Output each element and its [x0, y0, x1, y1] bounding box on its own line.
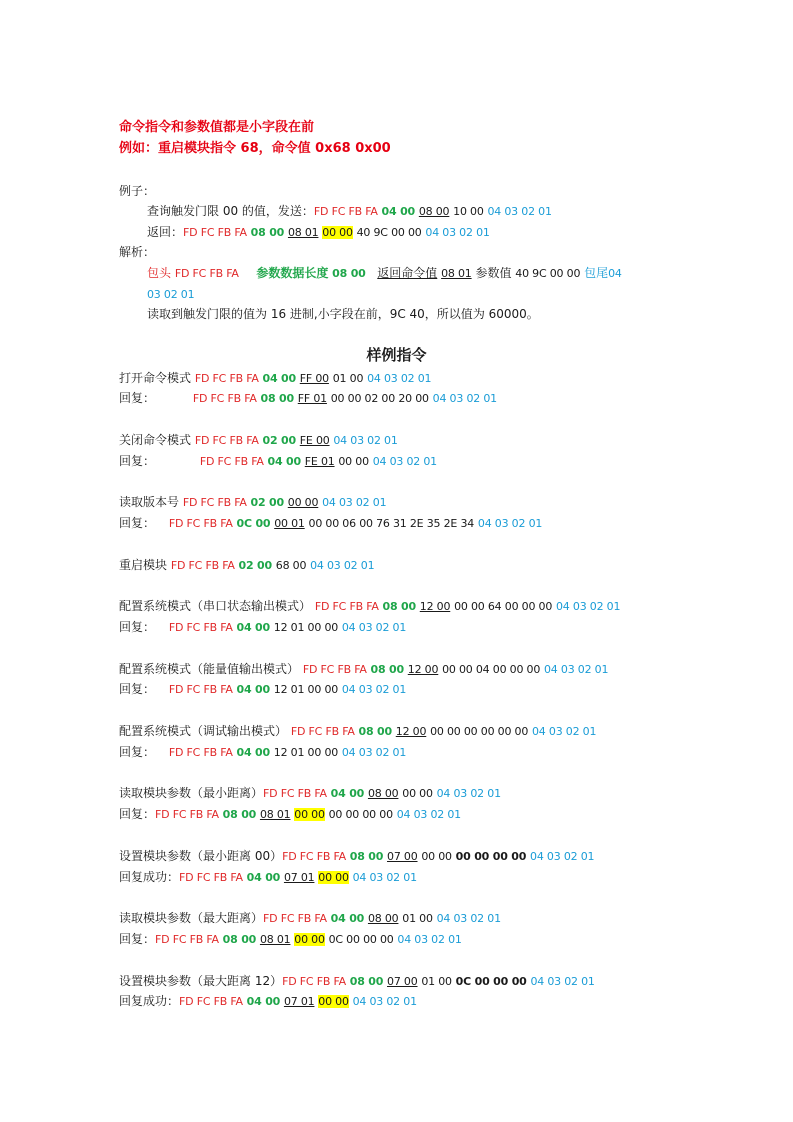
hex-status: 00 00 [294, 933, 325, 946]
parse-value-label: 参数值 [475, 266, 512, 280]
hex-head: FD FC FB FA [199, 455, 264, 468]
hex-head: FD FC FB FA [168, 746, 233, 759]
parse-line-wrap [147, 286, 194, 303]
hex-length: 04 00 [262, 372, 296, 385]
reply-label: 回复： [119, 391, 156, 405]
sample-reply-line [119, 806, 461, 823]
hex-command: FE 00 [299, 434, 330, 447]
hex-command: 00 00 [287, 496, 319, 509]
reply-label: 回复： [119, 682, 156, 696]
hex-length: 08 00 [250, 226, 285, 239]
hex-value: 00 00 00 00 [455, 850, 527, 863]
hex-head: FD FC FB FA [179, 995, 243, 1008]
hex-tail: 04 03 02 01 [352, 995, 417, 1008]
hex-head: FD FC FB FA [314, 600, 379, 613]
sample-label: 配置系统模式（串口状态输出模式） [119, 599, 312, 613]
sample-command-line [119, 598, 620, 615]
hex-data: 40 9C 00 00 [356, 226, 422, 239]
reply-label: 回复： [119, 745, 156, 759]
reply-label: 回复： [119, 807, 156, 821]
hex-command: 08 01 [259, 808, 291, 821]
sample-label: 配置系统模式（能量值输出模式） [119, 662, 300, 676]
hex-tail: 03 02 01 [147, 288, 195, 301]
hex-command: 08 00 [418, 205, 450, 218]
sample-command-line [119, 723, 596, 740]
hex-data: 00 00 64 00 00 00 [454, 600, 553, 613]
sample-reply-line [119, 390, 497, 407]
hex-head: FD FC FB FA [302, 663, 367, 676]
sample-reply-line [119, 993, 417, 1010]
sample-title: 样例指令 [366, 346, 427, 364]
sample-label: 读取版本号 [119, 495, 180, 509]
hex-length: 08 00 [222, 808, 257, 821]
hex-data: 00 00 00 00 00 00 [430, 725, 529, 738]
hex-tail: 04 03 02 01 [372, 455, 437, 468]
sample-reply-line [119, 744, 406, 761]
hex-length: 0C 00 [236, 517, 271, 530]
hex-command: 08 00 [367, 912, 399, 925]
sample-command-line [119, 370, 431, 387]
note-line-1: 命令指令和参数值都是小字段在前 [119, 120, 315, 135]
hex-length: 08 00 [332, 267, 366, 280]
hex-data: 00 00 00 00 [328, 808, 393, 821]
hex-status: 00 00 [294, 808, 325, 821]
hex-head: FD FC FB FA [170, 559, 235, 572]
hex-command: 08 01 [441, 267, 472, 280]
sample-label: 配置系统模式（调试输出模式） [119, 724, 288, 738]
hex-head: FD FC FB FA [179, 871, 243, 884]
hex-head: FD FC FB FA [183, 226, 247, 239]
reply-label: 回复： [119, 454, 156, 468]
parse-length-label: 参数数据长度 [256, 266, 329, 280]
reply-label: 回复： [119, 516, 156, 530]
hex-length: 04 00 [236, 621, 270, 634]
hex-command: 08 00 [367, 787, 399, 800]
hex-tail: 04 03 02 01 [341, 683, 407, 696]
hex-command: 00 01 [274, 517, 305, 530]
hex-data: 12 01 00 00 [273, 683, 339, 696]
sample-label: 读取模块参数（最小距离） [119, 786, 264, 800]
hex-data: 00 00 04 00 00 00 [442, 663, 541, 676]
hex-head: FD FC FB FA [263, 912, 327, 925]
hex-tail: 04 03 02 01 [436, 787, 501, 800]
reply-label: 回复： [119, 620, 156, 634]
parse-label: 解析： [119, 245, 156, 259]
hex-command: FF 01 [297, 392, 327, 405]
hex-tail: 04 03 02 01 [341, 621, 407, 634]
sample-reply-line [119, 681, 406, 698]
hex-tail: 04 03 02 01 [341, 746, 407, 759]
hex-length: 08 00 [370, 663, 404, 676]
parse-conclusion: 读取到触发门限的值为 16 进制,小字段在前，9C 40，所以值为 60000。 [147, 307, 539, 321]
hex-data: 01 00 [402, 912, 433, 925]
hex-head: FD FC FB FA [194, 434, 259, 447]
hex-data: 68 00 [275, 559, 307, 572]
hex-tail: 04 03 02 01 [322, 496, 387, 509]
hex-data: 00 00 02 00 20 00 [330, 392, 429, 405]
hex-length: 04 00 [236, 683, 270, 696]
hex-tail: 04 03 02 01 [352, 871, 417, 884]
sample-label: 设置模块参数（最小距离 00） [119, 849, 283, 863]
sample-label: 设置模块参数（最大距离 12） [119, 974, 283, 988]
hex-head: FD FC FB FA [282, 850, 346, 863]
hex-length: 08 00 [358, 725, 392, 738]
hex-command: 07 01 [283, 871, 315, 884]
sample-reply-line [119, 619, 406, 636]
hex-length: 04 00 [236, 746, 270, 759]
hex-length: 02 00 [250, 496, 284, 509]
parse-line [147, 265, 622, 282]
hex-data: 10 00 [453, 205, 484, 218]
hex-head: FD FC FB FA [192, 392, 257, 405]
hex-data: 01 00 [332, 372, 364, 385]
hex-head: FD FC FB FA [174, 267, 239, 280]
sample-command-line [119, 557, 374, 574]
hex-tail: 04 03 02 01 [367, 372, 432, 385]
hex-length: 04 00 [381, 205, 415, 218]
hex-length: 08 00 [260, 392, 294, 405]
hex-head: FD FC FB FA [168, 621, 233, 634]
hex-head: FD FC FB FA [168, 683, 233, 696]
hex-tail: 04 03 02 01 [310, 559, 375, 572]
sample-reply-line [119, 453, 437, 470]
hex-length: 04 00 [267, 455, 301, 468]
hex-tail: 04 03 02 01 [432, 392, 497, 405]
hex-data: 12 01 00 00 [273, 746, 339, 759]
sample-command-line [119, 494, 386, 511]
hex-status: 00 00 [318, 871, 349, 884]
hex-head: FD FC FB FA [182, 496, 247, 509]
hex-data: 12 01 00 00 [273, 621, 339, 634]
hex-data: 00 00 06 00 76 31 2E 35 2E 34 [308, 517, 475, 530]
hex-command: 08 01 [287, 226, 319, 239]
example-label: 例子： [119, 184, 156, 198]
hex-length: 04 00 [330, 912, 365, 925]
hex-head: FD FC FB FA [282, 975, 346, 988]
parse-command-label: 返回命令值 [377, 266, 438, 280]
hex-tail: 04 03 02 01 [436, 912, 501, 925]
sample-reply-line [119, 869, 417, 886]
hex-data: 00 00 [338, 455, 369, 468]
hex-head: FD FC FB FA [263, 787, 327, 800]
hex-command: FE 01 [304, 455, 335, 468]
hex-tail: 04 [608, 267, 622, 280]
parse-head-label: 包头 [147, 266, 172, 280]
hex-head: FD FC FB FA [194, 372, 259, 385]
hex-command: 07 00 [387, 975, 418, 988]
hex-length: 04 00 [246, 995, 281, 1008]
hex-command: 08 01 [259, 933, 291, 946]
hex-status: 00 00 [322, 226, 353, 239]
example-query-text: 查询触发门限 00 的值，发送： [147, 204, 314, 218]
sample-command-line [119, 910, 501, 927]
hex-data: 40 9C 00 00 [515, 267, 581, 280]
hex-length: 08 00 [349, 850, 384, 863]
hex-tail: 04 03 02 01 [477, 517, 543, 530]
hex-data: 0C 00 00 00 [328, 933, 394, 946]
reply-label: 回复成功： [119, 994, 180, 1008]
note-line-2: 例如：重启模块指令 68，命令值 0x68 0x00 [119, 141, 391, 156]
hex-tail: 04 03 02 01 [544, 663, 609, 676]
hex-tail: 04 03 02 01 [425, 226, 490, 239]
hex-tail: 04 03 02 01 [556, 600, 621, 613]
hex-tail: 04 03 02 01 [530, 975, 595, 988]
hex-tail: 04 03 02 01 [397, 933, 462, 946]
hex-command: 12 00 [419, 600, 451, 613]
hex-length: 04 00 [246, 871, 281, 884]
hex-head: FD FC FB FA [290, 725, 355, 738]
hex-head: FD FC FB FA [313, 205, 378, 218]
hex-tail: 04 03 02 01 [396, 808, 461, 821]
parse-tail-label: 包尾 [584, 266, 609, 280]
hex-command: 07 00 [387, 850, 418, 863]
example-send-line [147, 203, 552, 220]
sample-label: 重启模块 [119, 558, 168, 572]
sample-reply-line [119, 515, 542, 532]
sample-reply-line [119, 931, 462, 948]
sample-command-line [119, 785, 501, 802]
hex-length: 04 00 [330, 787, 365, 800]
reply-label: 回复成功： [119, 870, 180, 884]
sample-label: 打开命令模式 [119, 371, 192, 385]
hex-length: 02 00 [238, 559, 272, 572]
hex-data: 01 00 [421, 975, 452, 988]
hex-command: 07 01 [283, 995, 315, 1008]
hex-tail: 04 03 02 01 [532, 725, 597, 738]
hex-head: FD FC FB FA [168, 517, 233, 530]
sample-label: 关闭命令模式 [119, 433, 192, 447]
hex-data: 00 00 [402, 787, 433, 800]
hex-length: 08 00 [349, 975, 384, 988]
hex-length: 02 00 [262, 434, 296, 447]
hex-head: FD FC FB FA [155, 933, 219, 946]
reply-label: 回复： [119, 932, 156, 946]
sample-command-line [119, 848, 594, 865]
sample-command-line [119, 432, 398, 449]
sample-command-line [119, 973, 595, 990]
sample-command-line [119, 661, 608, 678]
sample-label: 读取模块参数（最大距离） [119, 911, 264, 925]
hex-tail: 04 03 02 01 [333, 434, 398, 447]
hex-length: 08 00 [222, 933, 257, 946]
hex-command: 12 00 [407, 663, 439, 676]
hex-command: 12 00 [395, 725, 427, 738]
return-label: 返回： [147, 225, 184, 239]
hex-status: 00 00 [318, 995, 349, 1008]
hex-length: 08 00 [382, 600, 416, 613]
hex-value: 0C 00 00 00 [455, 975, 527, 988]
hex-tail: 04 03 02 01 [487, 205, 552, 218]
hex-tail: 04 03 02 01 [530, 850, 595, 863]
hex-command: FF 00 [299, 372, 329, 385]
hex-head: FD FC FB FA [155, 808, 219, 821]
hex-data: 00 00 [421, 850, 452, 863]
example-recv-line [147, 224, 490, 241]
